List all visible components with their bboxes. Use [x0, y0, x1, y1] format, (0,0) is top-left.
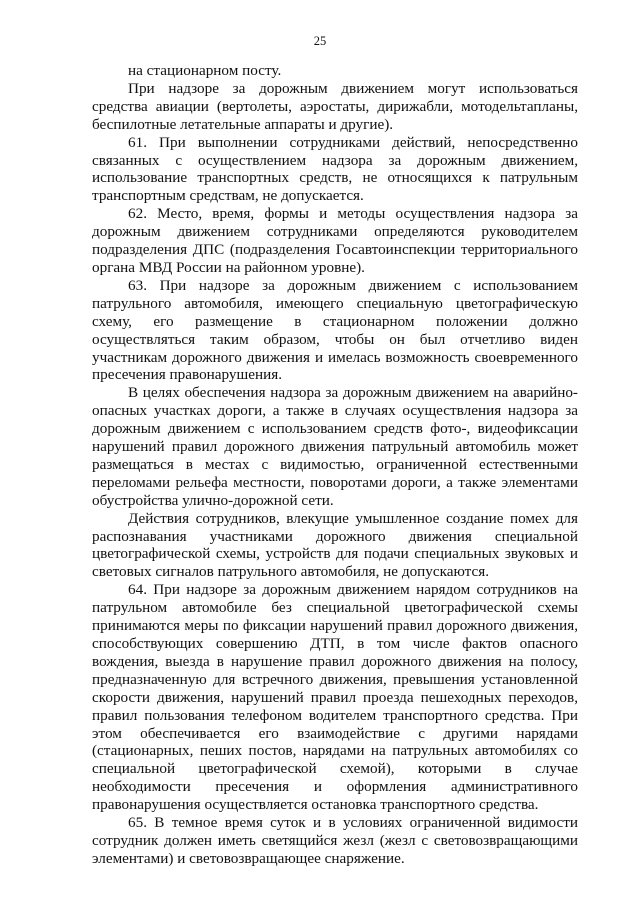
document-body [92, 62, 578, 868]
paragraph-61: 61. При выполнении сотрудниками действий, непосредственно связанных с осуществлением надзора за дорожным движением, использование транспортных средств, не относящихся к патрульным транспортным средствам, не допускается. [92, 133, 578, 205]
paragraph-63: 63. При надзоре за дорожным движением с использованием патрульного автомобиля, имеющего специальную цветографическую схему, его размещение в стационарном положении должно осуществляться таким образом, чтобы он был отчетливо виден участникам дорожного движения и имелась возможность своевременного пресечения правонарушения. [92, 276, 578, 384]
paragraph-63-interference: Действия сотрудников, влекущие умышленное создание помех для распознавания участниками дорожного движения специальной цветографической схемы, устройств для подачи специальных звуковых и световых сигналов патрульного автомобиля, не допускаются. [92, 509, 578, 581]
paragraph-aviation: При надзоре за дорожным движением могут использоваться средства авиации (вертолеты, аэростаты, дирижабли, мотодельтапланы, беспилотные летательные аппараты и другие). [92, 79, 578, 133]
page-number: 25 [313, 34, 327, 48]
paragraph-64: 64. При надзоре за дорожным движением нарядом сотрудников на патрульном автомобиле без специальной цветографической схемы принимаются меры по фиксации нарушений правил дорожного движения, способствующих совершению ДТП, в том числе фактов опасного вождения, выезда в нарушение правил дорожного движения на полосу, предназначенную для встречного движения, превышения установленной скорости движения, нарушений правил проезда пешеходных переходов, правил пользования телефоном водителем транспортного средства. При этом обеспечивается его взаимодействие с другими нарядами (стационарных, пеших постов, нарядами на патрульных автомобилях со специальной цветографической схемой), которыми в случае необходимости пресечения и оформления административного правонарушения осуществляется остановка транспортного средства. [92, 581, 578, 814]
paragraph-62: 62. Место, время, формы и методы осуществления надзора за дорожным движением сотрудниками определяются руководителем подразделения ДПС (подразделения Госавтоинспекции территориального органа МВД России на районном уровне). [92, 205, 578, 276]
paragraph-65: 65. В темное время суток и в условиях ограниченной видимости сотрудник должен иметь светящийся жезл (жезл с световозвращающими элементами) и световозвращающее снаряжение. [92, 814, 578, 867]
paragraph-63-emergency-areas: В целях обеспечения надзора за дорожным движением на аварийно-опасных участках дороги, а также в случаях осуществления надзора за дорожным движением с использованием средств фото-, видеофиксации нарушений правил дорожного движения патрульный автомобиль может размещаться в местах с видимостью, ограниченной естественными переломами рельефа местности, поворотами дороги, а также элементами обустройства улично-дорожной сети. [92, 384, 578, 509]
paragraph-continuation: на стационарном посту. [128, 62, 282, 79]
